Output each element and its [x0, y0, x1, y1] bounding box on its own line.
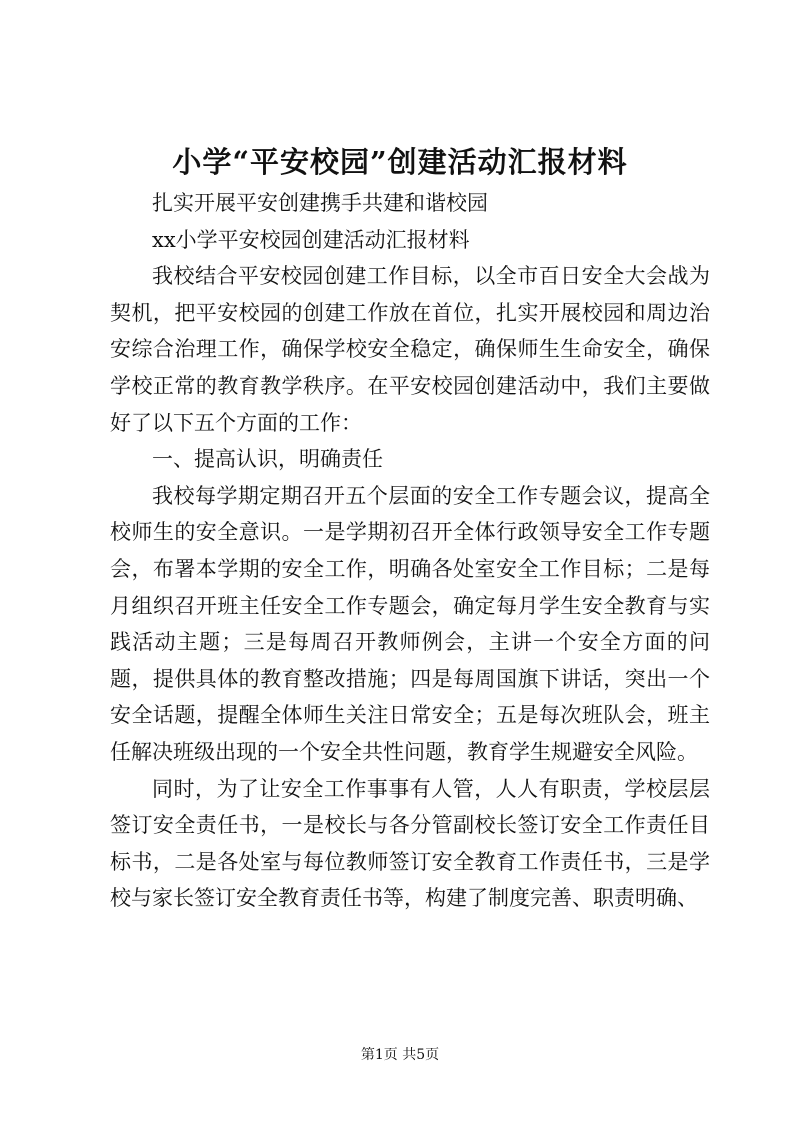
body-paragraph: 我校每学期定期召开五个层面的安全工作专题会议，提高全校师生的安全意识。一是学期初召开全体行政领导安全工作专题会，布署本学期的安全工作，明确各处室安全工作目标；二是每月组织召开班主任安全工作专题会，确定每月学生安全教育与实践活动主题；三是每周召开教师例会，主讲一个安全方面的问题，提供具体的教育整改措施；四是每周国旗下讲话，突出一个安全话题，提醒全体师生关注日常安全；五是每次班队会，班主任解决班级出现的一个安全共性问题，教育学生规避安全风险。 [110, 483, 710, 764]
section-heading: 一、提高认识，明确责任 [152, 447, 383, 472]
document-body [110, 185, 710, 917]
document-title: 小学“平安校园”创建活动汇报材料 [172, 145, 628, 179]
subtitle-paragraph: 扎实开展平安创建携手共建和谐校园 [152, 191, 488, 215]
page-footer: 第1页 共5页 [360, 1047, 440, 1063]
intro-paragraph: 我校结合平安校园创建工作目标，以全市百日安全大会战为契机，把平安校园的创建工作放在首位，扎实开展校园和周边治安综合治理工作，确保学校安全稳定，确保师生生命安全，确保学校正常的教育教学秩序。在平安校园创建活动中，我们主要做好了以下五个方面的工作： [110, 264, 710, 435]
report-heading-paragraph: xx小学平安校园创建活动汇报材料 [152, 227, 470, 252]
body-paragraph: 同时，为了让安全工作事事有人管，人人有职责，学校层层签订安全责任书，一是校长与各分管副校长签订安全工作责任目标书，二是各处室与每位教师签订安全教育工作责任书，三是学校与家长签订安全教育责任书等，构建了制度完善、职责明确、 [110, 776, 710, 911]
